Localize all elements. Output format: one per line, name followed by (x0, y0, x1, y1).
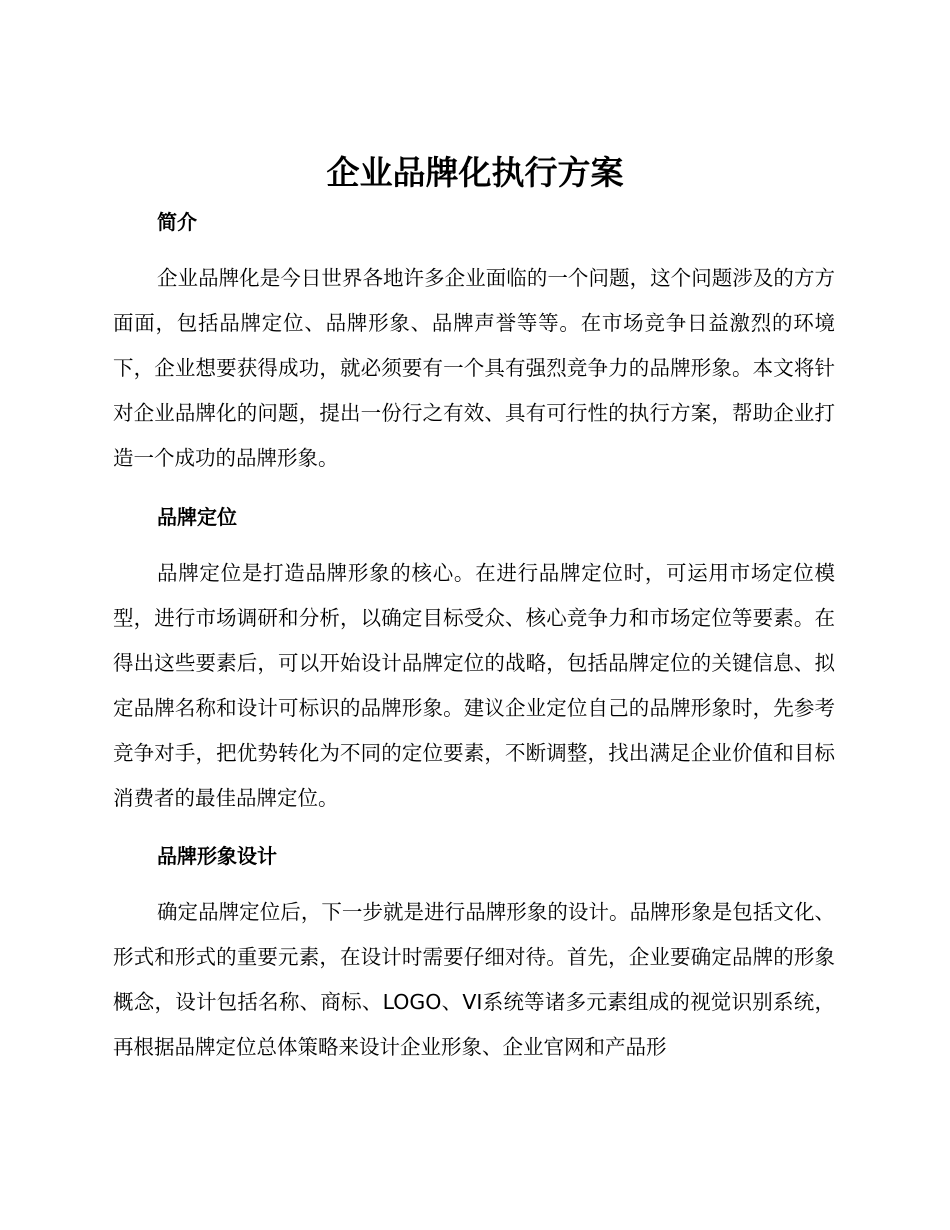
section-body-brand-image-design: 确定品牌定位后，下一步就是进行品牌形象的设计。品牌形象是包括文化、形式和形式的重要元素，在设计时需要仔细对待。首先，企业要确定品牌的形象概念，设计包括名称、商标、LOGO、VI系统等诸多元素组成的视觉识别系统，再根据品牌定位总体策略来设计企业形象、企业官网和产品形 (113, 900, 835, 1059)
section-heading-brand-image-design: 品牌形象设计 (157, 844, 277, 868)
section-heading-brand-positioning: 品牌定位 (157, 505, 237, 529)
section-body-intro: 企业品牌化是今日世界各地许多企业面临的一个问题，这个问题涉及的方方面面，包括品牌定位、品牌形象、品牌声誉等等。在市场竞争日益激烈的环境下，企业想要获得成功，就必须要有一个具有强烈竞争力的品牌形象。本文将针对企业品牌化的问题，提出一份行之有效、具有可行性的执行方案，帮助企业打造一个成功的品牌形象。 (113, 266, 835, 470)
document-title: 企业品牌化执行方案 (326, 153, 624, 192)
section-heading-intro: 简介 (157, 210, 197, 234)
section-body-brand-positioning: 品牌定位是打造品牌形象的核心。在进行品牌定位时，可运用市场定位模型，进行市场调研和分析，以确定目标受众、核心竞争力和市场定位等要素。在得出这些要素后，可以开始设计品牌定位的战略，包括品牌定位的关键信息、拟定品牌名称和设计可标识的品牌形象。建议企业定位自己的品牌形象时，先参考竞争对手，把优势转化为不同的定位要素，不断调整，找出满足企业价值和目标消费者的最佳品牌定位。 (113, 561, 835, 810)
